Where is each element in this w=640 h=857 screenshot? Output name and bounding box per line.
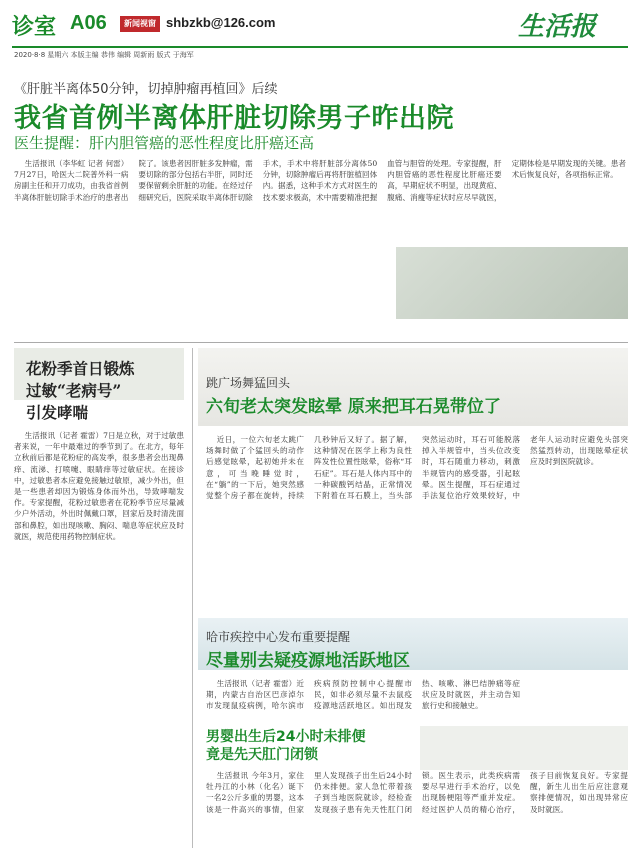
section-badge: 新闻视窗 [120, 16, 160, 32]
infant-headline-line2: 竟是先天肛门闭锁 [206, 747, 318, 763]
infant-photo [420, 726, 628, 770]
allergy-headline [26, 358, 186, 424]
feature-kicker: 跳广场舞猛回头 [206, 376, 291, 390]
header-rule [12, 46, 628, 48]
epidemic-body [206, 678, 628, 722]
page-number: A06 [70, 12, 107, 34]
lead-paragraph: 生活报讯（李华虹 记者 何雷）7月27日，哈医大二院普外科一病房副主任和开刀成功，由我省首例半离体肝脏切除手术治疗的患者出院了。该患者因肝脏多发肿瘤，需要切除的部分包括右半肝，同时还要保留剩余肝脏的功能。在经过仔细研究后，医院采取半离体肝切除手术，手术中将肝脏部分离体50分钟，切除肿瘤后再将肝脏植回体内。据悉，这种手术方式对医生的技术要求极高，术中需要精准把握血管与胆管的处理。专家提醒，肝内胆管癌的恶性程度比肝癌还要高，早期症状不明显，出现黄疸、腹痛、消瘦等症状时应尽早就医，定期体检是早期发现的关键。患者术后恢复良好，各项指标正常。 [14, 159, 626, 202]
allergy-headline-line3: 引发哮喘 [26, 403, 89, 422]
infant-body [206, 770, 628, 848]
contact-email: shbzkb@126.com [166, 15, 276, 30]
epidemic-kicker: 哈市疾控中心发布重要提醒 [206, 630, 351, 644]
brand-logo: 生活报 [518, 12, 597, 42]
lead-headline: 我省首例半离体肝脏切除男子昨出院 [14, 103, 454, 134]
allergy-body [14, 430, 184, 846]
issue-info: 2020·8·8 星期六 本版主编 恭伟 编辑 周新雨 版式 于海军 [14, 51, 194, 59]
feature-paragraph: 近日，一位六旬老太跳广场舞时做了个猛回头的动作后感觉眩晕，起初她并未在意，可当晚睡觉时，在“躺”的一下后，她突然感觉整个房子都在旋转，持续几秒钟后又好了。据了解，这种情况在医学上称为良性阵发性位置性眩晕，俗称“耳石症”。耳石是人体内耳中的一种碳酸钙结晶，正常情况下附着在耳石膜上，当头部突然运动时，耳石可能脱落掉入半规管中，当头位改变时，耳石随重力移动，刺激半规管内的感受器，引起眩晕。医生提醒，耳石症通过手法复位治疗效果较好，中老年人运动时应避免头部突然猛烈转动，出现眩晕症状应及时到医院就诊。 [206, 435, 628, 501]
column-divider [192, 348, 193, 848]
allergy-paragraph: 生活报讯（记者 霍雷）7日是立秋，对于过敏患者来说，一年中最难过的季节到了。在北方，每年立秋前后都是花粉症的高发季，很多患者会出现鼻痒、流涕、打喷嚏、眼睛痒等过敏症状。在接诊中，过敏患者本应避免接触过敏原，减少外出，但是一些患者却因为锻炼身体而外出，导致哮喘发作。专家提醒，花粉过敏患者在花粉季节应尽量减少户外活动，外出时佩戴口罩，回家后及时清洗面部和鼻腔，如出现咳嗽、胸闷、喘息等症状应及时就医，规范使用药物控制症状。 [14, 431, 184, 541]
infant-headline-line1: 男婴出生后24小时未排便 [206, 729, 366, 745]
feature-headline: 六旬老太突发眩晕 原来把耳石晃带位了 [206, 397, 501, 417]
masthead [0, 0, 640, 62]
epidemic-paragraph: 生活报讯（记者 霍雷）近期，内蒙古自治区巴彦淖尔市发现鼠疫病例，哈尔滨市疾病预防控制中心提醒市民，如非必须尽量不去鼠疫疫源地活跃地区。如出现发热、咳嗽、淋巴结肿痛等症状应及时就医，并主动告知旅行史和接触史。 [206, 679, 520, 711]
section-divider [14, 342, 628, 343]
infant-paragraph: 生活报讯 今年3月，家住牡丹江的小林（化名）诞下一名2公斤多重的男婴，这本该是一件高兴的事情，但家里人发现孩子出生后24小时仍未排便。家人急忙带着孩子到当地医院就诊，经检查发现孩子患有先天性肛门闭锁。医生表示，此类疾病需要尽早进行手术治疗，以免出现肠梗阻等严重并发症。经过医护人员的精心治疗，孩子目前恢复良好。专家提醒，新生儿出生后应注意观察排便情况，如出现异常应及时就医。 [206, 771, 628, 814]
lead-photo [396, 247, 628, 319]
lead-kicker: 《肝脏半离体50分钟，切掉肿瘤再植回》后续 [14, 82, 278, 97]
allergy-headline-line1: 花粉季首日锻炼 [26, 359, 135, 378]
allergy-headline-line2: 过敏“老病号” [26, 381, 122, 400]
feature-body [206, 434, 628, 610]
lead-subtitle: 医生提醒：肝内胆管癌的恶性程度比肝癌还高 [14, 134, 315, 152]
infant-headline [206, 728, 365, 764]
section-title: 诊室 [12, 14, 57, 40]
epidemic-headline: 尽量别去疑疫源地活跃地区 [206, 651, 410, 671]
